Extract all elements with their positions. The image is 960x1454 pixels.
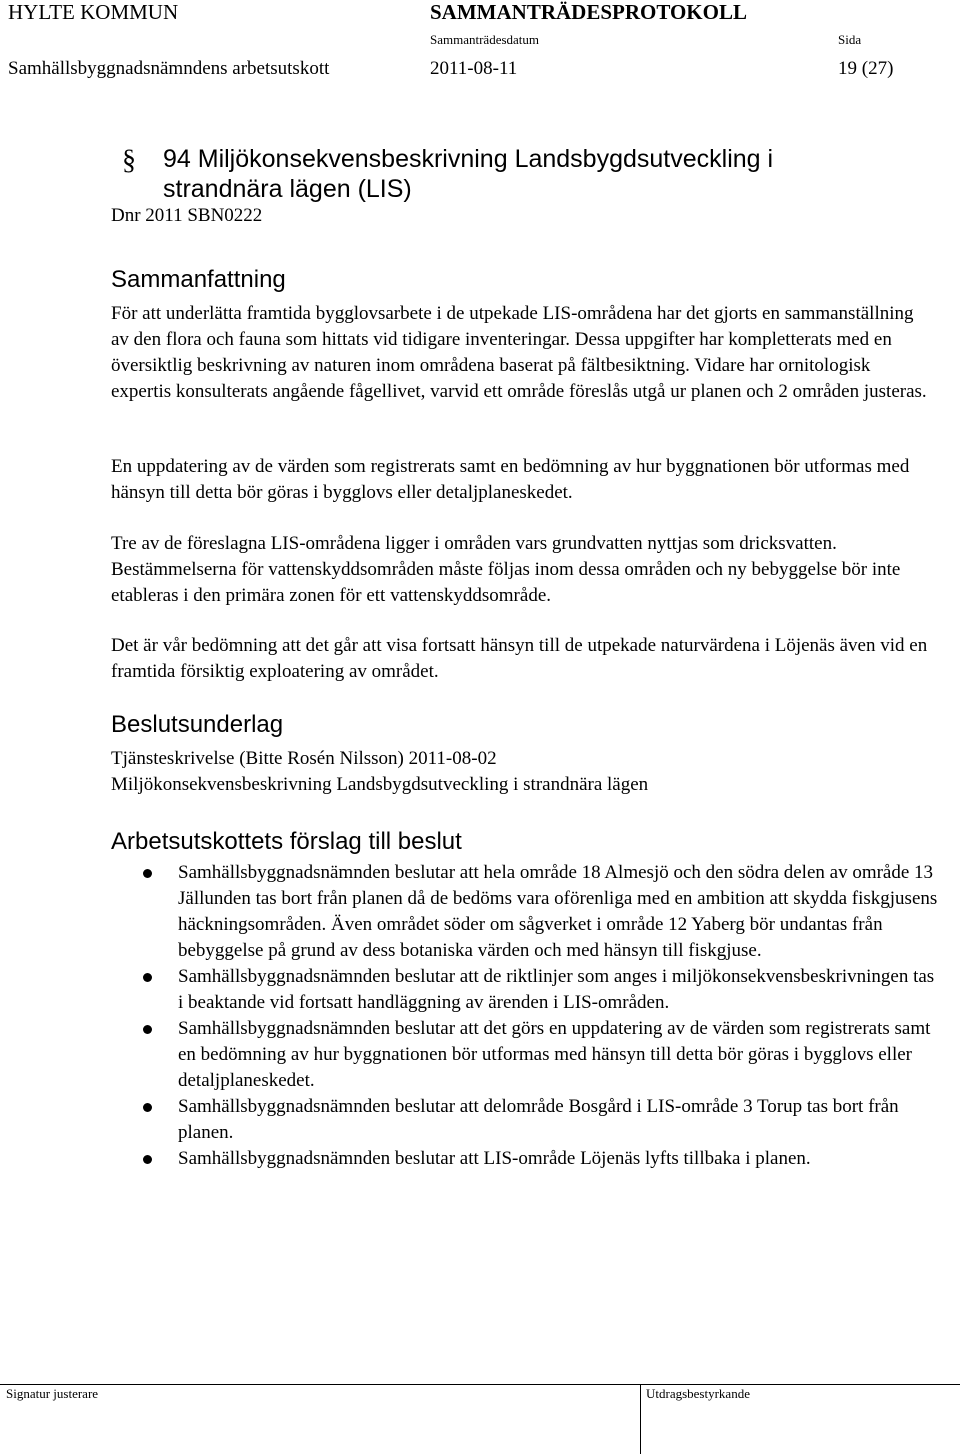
diary-number: Dnr 2011 SBN0222 — [111, 205, 263, 226]
bullet-icon — [143, 1025, 152, 1034]
list-item — [111, 1016, 941, 1094]
page-label: Sida — [838, 32, 862, 47]
basis-heading: Beslutsunderlag — [111, 711, 284, 738]
decision-text: Samhällsbyggnadsnämnden beslutar att hela område 18 Almesjö och den södra delen av område 13 Jällunden tas bort från planen då de bedöms vara oförenliga med en ambition att skydda fiskgjusens häckningsområden. Även området söder om sågverket i område 12 Yaberg bör undantas från bebyggelse på grund av dess botaniska värden och med hänsyn till fiskgjuse. — [178, 862, 938, 961]
date-label: Sammanträdesdatum — [430, 32, 540, 47]
summary-heading: Sammanfattning — [111, 266, 286, 293]
bullet-icon — [143, 869, 152, 878]
bullet-icon — [143, 973, 152, 982]
list-item — [111, 1146, 941, 1172]
signature-label: Signatur justerare — [6, 1386, 99, 1401]
footer-divider — [640, 1384, 641, 1454]
decision-text: Samhällsbyggnadsnämnden beslutar att LIS-område Löjenäs lyfts tillbaka i planen. — [178, 1148, 811, 1169]
summary-paragraph-3: Tre av de föreslagna LIS-områdena ligger i områden vars grundvatten nyttjas som dricksvatten. Bestämmelserna för vattenskyddsområden måste följas inom dessa områden och ny bebyggelse bör inte etableras i den primära zonen för ett vattenskyddsområde. — [111, 533, 901, 606]
footer-rule — [0, 1384, 960, 1385]
list-item — [111, 860, 941, 964]
proposal-heading: Arbetsutskottets förslag till beslut — [111, 828, 462, 855]
bullet-icon — [143, 1155, 152, 1164]
decision-list — [111, 860, 941, 1172]
extract-label: Utdragsbestyrkande — [646, 1386, 750, 1401]
summary-paragraph-4: Det är vår bedömning att det går att visa fortsatt hänsyn till de utpekade naturvärdena i Löjenäs även vid en framtida försiktig exploatering av området. — [111, 635, 928, 682]
organization-name: HYLTE KOMMUN — [8, 0, 179, 24]
list-item — [111, 1094, 941, 1146]
decision-text: Samhällsbyggnadsnämnden beslutar att delområde Bosgård i LIS-område 3 Torup tas bort från planen. — [178, 1096, 899, 1143]
decision-text: Samhällsbyggnadsnämnden beslutar att de riktlinjer som anges i miljökonsekvensbeskrivningen tas i beaktande vid fortsatt handläggning av ärenden i LIS-områden. — [178, 966, 935, 1013]
list-item — [111, 964, 941, 1016]
summary-paragraph-2: En uppdatering av de värden som registrerats samt en bedömning av hur byggnationen bör utformas med hänsyn till detta bör göras i bygglovs eller detaljplaneskedet. — [111, 456, 910, 503]
decision-text: Samhällsbyggnadsnämnden beslutar att det görs en uppdatering av de värden som registrerats samt en bedömning av hur byggnationen bör utformas med hänsyn till detta bör göras i bygglovs eller detaljplaneskedet. — [178, 1018, 931, 1091]
bullet-icon — [143, 1103, 152, 1112]
document-type: SAMMANTRÄDESPROTOKOLL — [430, 0, 747, 24]
basis-line-1: Tjänsteskrivelse (Bitte Rosén Nilsson) 2011-08-02 — [111, 748, 497, 769]
summary-paragraph-1: För att underlätta framtida bygglovsarbete i de utpekade LIS-områdena har det gjorts en sammanställning av den flora och fauna som hittats vid tidigare inventeringar. Dessa uppgifter har kompletterats med en översiktlig beskrivning av naturen inom områdena baserat på fältbesiktning. Vidare har ornitologisk expertis konsulterats angående fågellivet, varvid ett område föreslås utgå ur planen och 2 områden justeras. — [111, 303, 927, 402]
page-number: 19 (27) — [838, 58, 894, 79]
item-title: 94 Miljökonsekvensbeskrivning Landsbygdsutveckling i strandnära lägen (LIS) — [163, 145, 774, 203]
meeting-date: 2011-08-11 — [430, 58, 518, 79]
basis-line-2: Miljökonsekvensbeskrivning Landsbygdsutveckling i strandnära lägen — [111, 774, 649, 795]
section-symbol: § — [122, 145, 136, 176]
committee-name: Samhällsbyggnadsnämndens arbetsutskott — [8, 58, 330, 79]
